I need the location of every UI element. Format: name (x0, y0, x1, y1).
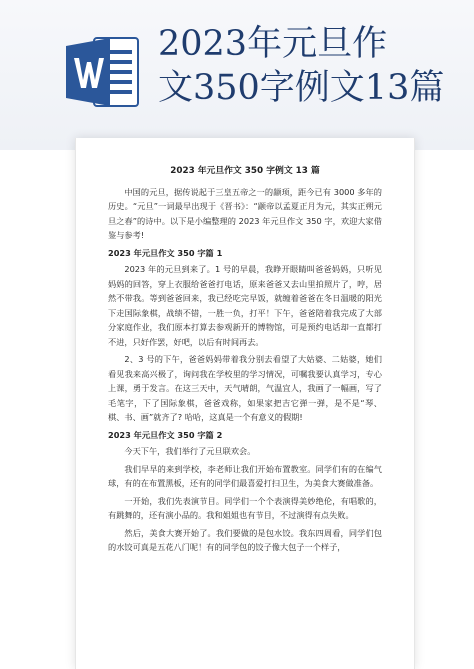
section-2-paragraph-1: 今天下午，我们举行了元旦联欢会。 (124, 446, 256, 456)
document-page (86, 150, 404, 669)
title-line-1: 2023年元旦作 (158, 24, 388, 64)
section-2-heading: 2023 年元旦作文 350 字篇 2 (108, 429, 223, 440)
section-2-paragraph-3: 一开始，我们先表演节目。同学们一个个表演得美妙绝伦，有唱歌的，有跳舞的，还有演小品的。我和姐姐也有节目，不过演得有点失败。 (108, 495, 382, 520)
word-icon (64, 32, 142, 112)
section-2-paragraph-2: 我们早早的来到学校，李老师让我们开始布置教室。同学们有的在编气球，有的在布置黑板，还有的同学们最喜爱打扫卫生，为美食大赛做准备。 (108, 463, 382, 488)
title-line-2: 文350字例文13篇 (158, 68, 445, 108)
section-1-paragraph-2: 2、3 号的下午，爸爸妈妈带着我分别去看望了大姑婆、二姑婆，她们看见我来高兴极了，询问我在学校里的学习情况，可嘱我要认真学习，专心上课，勇于发言。在这三天中，天气晴朗，气温宜人，我画了一幅画，写了毛笔字，下了国际象棋，爸爸戏称，如果家把吉它弹一弹，是不是“琴、棋、书、画”就齐了? 哈哈，这真是一个有意义的假期! (108, 354, 382, 422)
document-title: 2023 年元旦作文 350 字例文 13 篇 (170, 166, 320, 176)
intro-paragraph: 中国的元旦，据传说起于三皇五帝之一的颛顼，距今已有 3000 多年的历史。“元旦”一词最早出现于《晋书》：“颛帝以孟夏正月为元，其实正朔元旦之春”的诗中。以下是小编整理的 2023 年元旦作文 350 字，欢迎大家借鉴与参考! (108, 186, 382, 240)
section-1-heading: 2023 年元旦作文 350 字篇 1 (108, 247, 223, 258)
section-1-paragraph-1: 2023 年的元旦到来了。1 号的早晨，我睁开眼睛叫爸爸妈妈，只听见妈妈的回答，穿上衣服给爸爸打电话，原来爸爸又去山里拍照片了，哼，居然不带我。等到爸爸回来，我已经吃完早饭，就缠着爸爸在冬日温暖的阳光下走国际象棋，战绩不错，一胜一负，打平！下午，爸爸陪着我完成了大部分家庭作业，我们原本打算去参观新开的博物馆，可是预约电话却一直都打不进，只好作罢，好吧，以后有时间再去。 (108, 264, 382, 347)
page-title (158, 22, 458, 110)
section-2-paragraph-4: 然后，美食大赛开始了。我们要做的是包水饺。我东四周看，同学们包的水饺可真是五花八门呢！有的同学包的饺子像大包子一个样子， (108, 527, 382, 552)
